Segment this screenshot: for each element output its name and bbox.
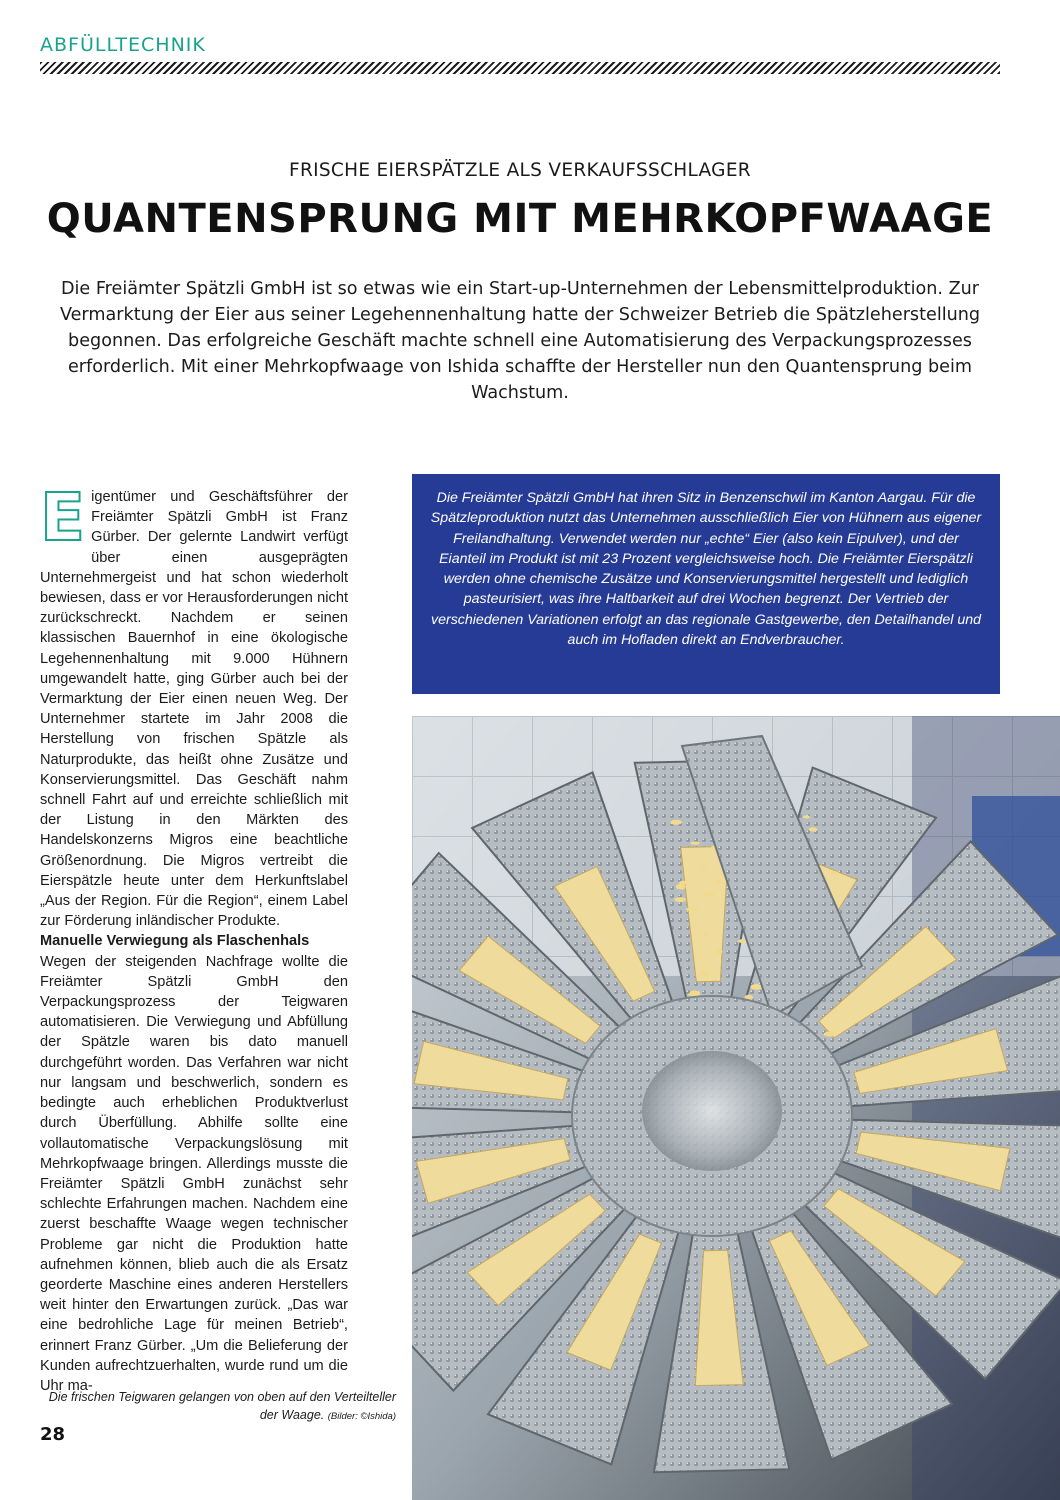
multihead-weigher-photo (412, 716, 1060, 1500)
pasta-piece (676, 884, 686, 890)
pasta-piece (715, 880, 724, 883)
caption-text: Die frischen Teigwaren gelangen von oben auf den Verteilteller der Waage. (48, 1390, 396, 1422)
page-number: 28 (40, 1424, 66, 1445)
pasta-piece (674, 897, 685, 902)
pasta-piece (670, 820, 682, 825)
caption-credit: (Bilder: ©Ishida) (327, 1411, 396, 1422)
body-subheading: Manuelle Verwiegung als Flaschenhals (40, 933, 310, 950)
pasta-piece (703, 891, 714, 896)
pasta-piece (715, 949, 722, 954)
pasta-piece (830, 871, 840, 875)
pasta-piece (824, 1032, 836, 1037)
article-headline: QUANTENSPRUNG MIT MEHRKOPFWAAGE (46, 196, 994, 242)
photo-caption (40, 1388, 396, 1426)
body-paragraph-2: Wegen der steigenden Nachfrage wollte die Freiämter Spätzli GmbH den Verpackungsprozess der Teigwaren automatisieren. Die Verwiegung und Abfüllung der Spätzle waren bis dato manuell durchgeführt worden. Das Verfahren war nicht nur langsam und beschwerlich, sondern es bedingte auch erheblichen Produktverlust durch Überfüllung. Abhilfe sollte eine vollautomatische Verpackungslösung mit Mehrkopfwaage bringen. Allerdings musste die Freiämter Spätzli GmbH zunächst sehr schlechte Erfahrungen machen. Nachdem eine zuerst beschaffte Waage wegen technischer Probleme gar nicht die Produktion hatte aufnehmen können, blieb auch die als Ersatz georderte Maschine eines anderen Herstellers weit hinter den Erwartungen zurück. „Das war eine bedrohliche Lage für meinen Betrieb“, erinnert Franz Gürber. „Um die Belieferung der Kunden aufrechtzuerhalten, wurde rund um die Uhr ma- (40, 953, 348, 1394)
article-intro: Die Freiämter Spätzli GmbH ist so etwas wie ein Start-up-Unternehmen der Lebensmittelproduktion. Zur Vermarktung der Eier aus seiner Legehennenhaltung hatte der Schweizer Betrieb die Spätzleherstellung begonnen. Das erfolgreiche Geschäft machte schnell eine Automatisierung des Verpackungsprozesses erforderlich. Mit einer Mehrkopfwaage von Ishida schaffte der Hersteller nun den Quantensprung beim Wachstum. (59, 279, 981, 403)
pasta-piece (689, 990, 700, 996)
body-paragraph-1-text: igentümer und Geschäftsführer der Freiämter Spätzli GmbH ist Franz Gürber. Der gelernte Landwirt verfügt über einen ausgeprägten Unternehmergeist und hat schon wiederholt bewiesen, dass er vor Herausforderungen nicht zurückschreckt. Nachdem er seinen klassischen Bauernhof in eine ökologische Legehennenhaltung mit 9.000 Hühnern umgewandelt hatte, ging Gürber auch bei der Vermarktung der Eier einen neuen Weg. Der Unternehmer startete im Jahr 2008 die Herstellung von frischen Spätzle als Naturprodukte, das heißt ohne Zusätze und Konservierungsmittel. Das Geschäft nahm schnell Fahrt auf und erreichte schließlich mit der Listung in den Märkten des Handelskonzerns Migros eine beachtliche Größenordnung. Die Migros vertreibt die Eierspätzle heute unter dem Herkunftslabel „Aus der Region. Für die Region“, einem Label zur Förderung inländischer Produkte. (40, 489, 348, 930)
body-column (40, 479, 348, 1396)
pasta-piece (699, 971, 707, 976)
info-box (412, 474, 1000, 694)
drop-cap: E (40, 479, 86, 556)
pasta-piece (809, 827, 818, 831)
body-paragraph-1 (40, 479, 348, 931)
pasta-piece (803, 815, 810, 818)
header-zigzag-rule (40, 62, 1000, 74)
pasta-piece (701, 865, 707, 870)
section-label: ABFÜLLTECHNIK (40, 34, 206, 56)
pasta-piece (686, 907, 700, 911)
pasta-piece (690, 842, 700, 845)
info-box-text: Die Freiämter Spätzli GmbH hat ihren Sitz in Benzenschwil im Kanton Aargau. Für die Spätzleproduktion nutzt das Unternehmen ausschließlich Eier von Hühnern aus eigener Freilandhaltung. Verwendet werden nur „echte“ Eier (also kein Eipulver), und der Eianteil im Produkt ist mit 23 Prozent vergleichsweise hoch. Die Freiämter Eierspätzli werden ohne chemische Zusätze und Konservierungsmittel hergestellt und lediglich pasteurisiert, was ihre Haltbarkeit auf drei Wochen begrenzt. Der Vertrieb der verschiedenen Variationen erfolgt an das regionale Gastgewerbe, den Detailhandel und auch im Hofladen direkt an Endverbraucher. (430, 490, 982, 649)
pasta-piece (702, 933, 711, 936)
article-kicker: FRISCHE EIERSPÄTZLE ALS VERKAUFSSCHLAGER (289, 160, 751, 181)
